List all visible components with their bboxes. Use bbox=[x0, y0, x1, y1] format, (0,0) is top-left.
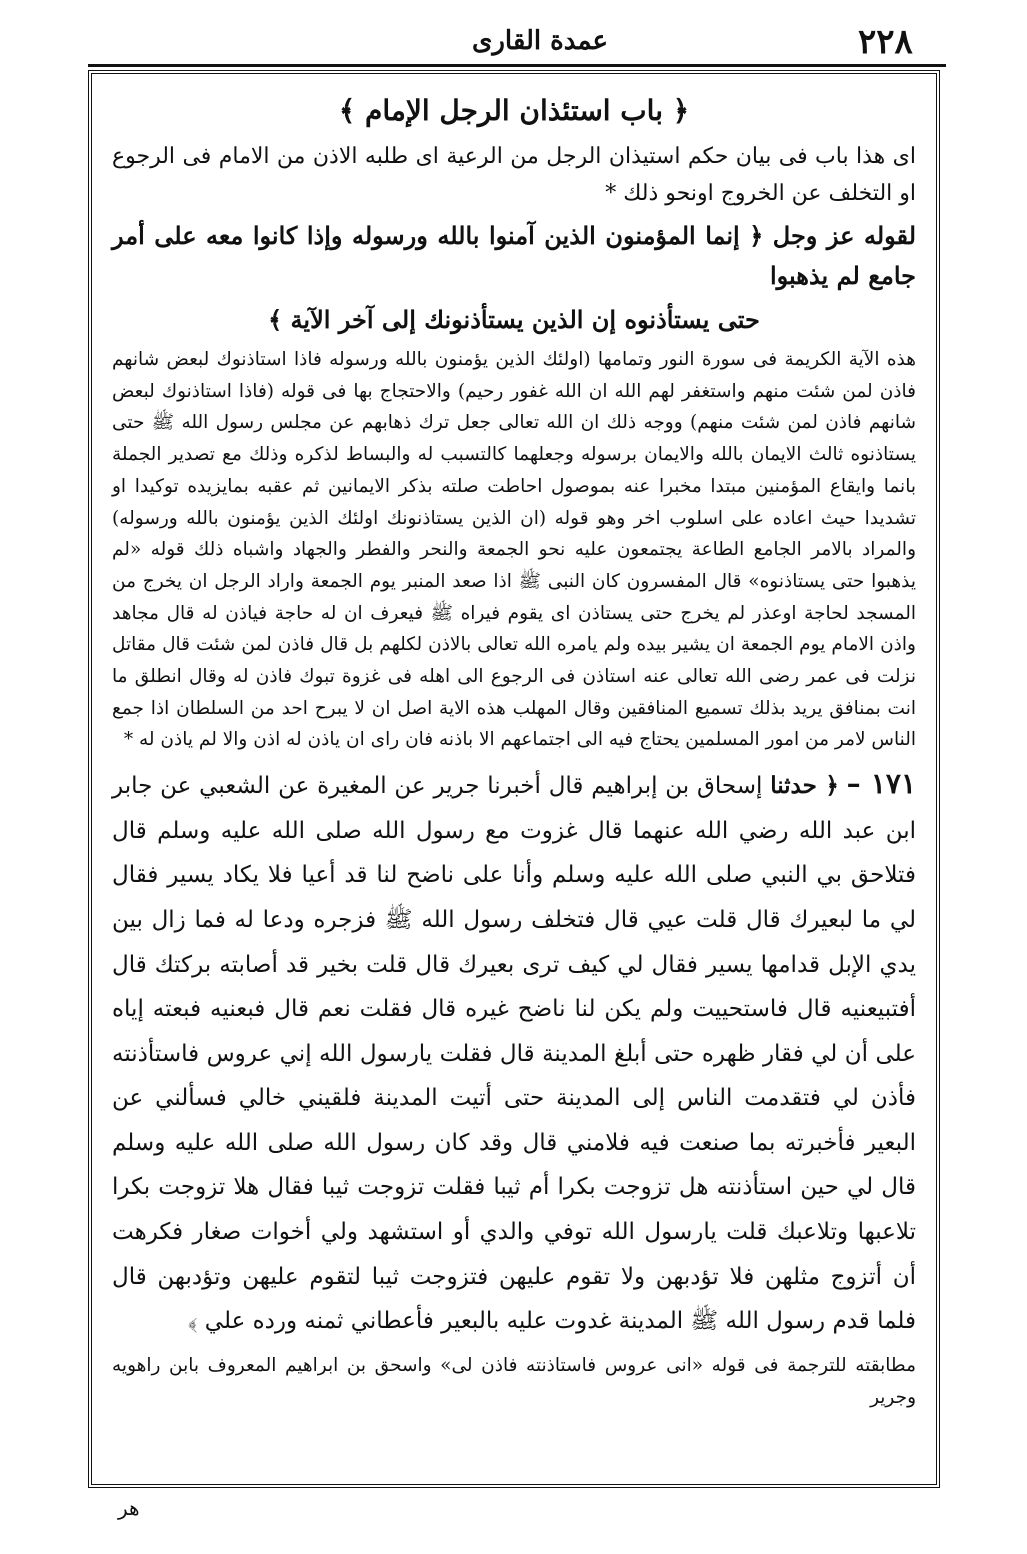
hadith-text: إسحاق بن إبراهيم قال أخبرنا جرير عن المغيرة عن الشعبي عن جابر ابن عبد الله رضي الله عنهما قال غزوت مع رسول الله صلى الله عليه وسلم قال فتلاحق بي النبي صلى الله عليه وسلم وأنا على ناضح لنا قد أعيا فلا يكاد يسير فقال لي ما لبعيرك قال قلت عيي قال فتخلف رسول الله ﷺ فزجره ودعا له فما زال بين يدي الإبل قدامها يسير فقال لي كيف ترى بعيرك قال قلت بخير قد أصابته بركتك قال أفتبيعنيه قال فاستحييت ولم يكن لنا ناضح غيره قال فقلت نعم قال فبعنيه فبعته إياه على أن لي فقار ظهره حتى أبلغ المدينة قال فقلت يارسول الله إني عروس فاستأذنته فأذن لي فتقدمت الناس إلى المدينة حتى أتيت المدينة فلقيني خالي فسألني عن البعير فأخبرته بما صنعت فيه فلامني قال وقد كان رسول الله صلى الله عليه وسلم قال لي حين استأذنته هل تزوجت بكرا أم ثيبا فقلت تزوجت ثيبا فقال هلا تزوجت بكرا تلاعبها وتلاعبك قلت يارسول الله توفي والدي أو استشهد ولي أخوات صغار فكرهت أن أتزوج مثلهن فلا تؤدبهن ولا تقوم عليهن فتزوجت ثيبا لتقوم عليهن وتؤدبهن قال فلما قدم رسول الله ﷺ المدينة غدوت عليه بالبعير فأعطاني ثمنه ورده علي ﴾ bbox=[112, 773, 916, 1335]
page-number: ۲۲۸ bbox=[858, 22, 913, 62]
footer-note: مطابقته للترجمة فی قوله «انی عروس فاستاذنته فاذن لی» واسحق بن ابراهیم المعروف بابن راهویه وجریر bbox=[112, 1354, 916, 1408]
footer-mark: هر bbox=[118, 1496, 140, 1520]
hadith-block bbox=[112, 762, 916, 1344]
verse-text: لقوله عز وجل ﴿ إنما المؤمنون الذين آمنوا بالله ورسوله وإذا كانوا معه على أمر جامع لم يذهبوا bbox=[112, 221, 916, 290]
chapter-heading: ﴿ باب استئذان الرجل الإمام ﴾ bbox=[338, 94, 690, 127]
hadith-number: ۱۷۱ – bbox=[846, 767, 917, 801]
text-frame bbox=[88, 70, 940, 1488]
running-title: عمدة القاری bbox=[472, 26, 608, 56]
header-rule bbox=[88, 64, 946, 67]
hadith-intro: ﴿ حدثنا bbox=[770, 772, 839, 800]
commentary-text: هذه الآیة الکریمة فی سورة النور وتمامها (اولئك الذین یؤمنون بالله ورسوله فاذا استاذنوك لبعض شانهم فاذن لمن شئت منهم واستغفر لهم الله ان الله غفور رحیم) والاحتجاج بها فی قوله (فاذا استاذنوك لبعض شانهم فاذن لمن شئت منهم) ووجه ذلك ان الله تعالی جعل ترك ذهابهم عن مجلس رسول الله ﷺ حتی یستاذنوه ثالث الایمان بالله والایمان برسوله وجعلهما کالتسبب له والبساط لذکره وذلك مع تصدیر الجملة بانما وایقاع المؤمنین مبتدا مخبرا عنه بموصول احاطت صلته بذکر الایمانین ثم عقبه بمایزیده توکیدا او تشدیدا حیث اعاده علی اسلوب اخر وهو قوله (ان الذین یستاذنونك اولئك الذین یؤمنون بالله ورسوله) والمراد بالامر الجامع الطاعة یجتمعون علیه نحو الجمعة والنحر والفطر والجهاد واشباه ذلك قوله «لم یذهبوا حتی یستاذنوه» قال المفسرون کان النبی ﷺ اذا صعد المنبر یوم الجمعة واراد الرجل ان یخرج من المسجد لحاجة اوعذر لم یخرج حتی یستاذن ای یقوم فیراه ﷺ فیعرف ان له حاجة فیاذن له قال مجاهد واذن الامام یوم الجمعة ان یشیر بیده ولم یامره الله تعالی بالاذن لکلهم بل قال فاذن لمن شئت قال مقاتل نزلت فی عمر رضی الله تعالی عنه استاذن فی الرجوع الی اهله فی غزوة تبوك فاذن له وقال انطلق ما انت بمنافق یرید بذلك تسمیع المنافقین وقال المهلب هذه الایة اصل ان لا یبرح احد من السلطان اذا جمع الناس لامر من امور المسلمین یحتاج فیه الی اجتماعهم الا باذنه فان رای ان یاذن له اذن والا لم یاذن له * bbox=[112, 349, 916, 751]
verse-end: حتى يستأذنوه إن الذين يستأذنونك إلى آخر الآية ﴾ bbox=[268, 305, 760, 334]
intro-text: ای هذا باب فی بیان حکم استیذان الرجل من الرعیة ای طلبه الاذن من الامام فی الرجوع او التخلف عن الخروج اونحو ذلك * bbox=[112, 144, 916, 206]
